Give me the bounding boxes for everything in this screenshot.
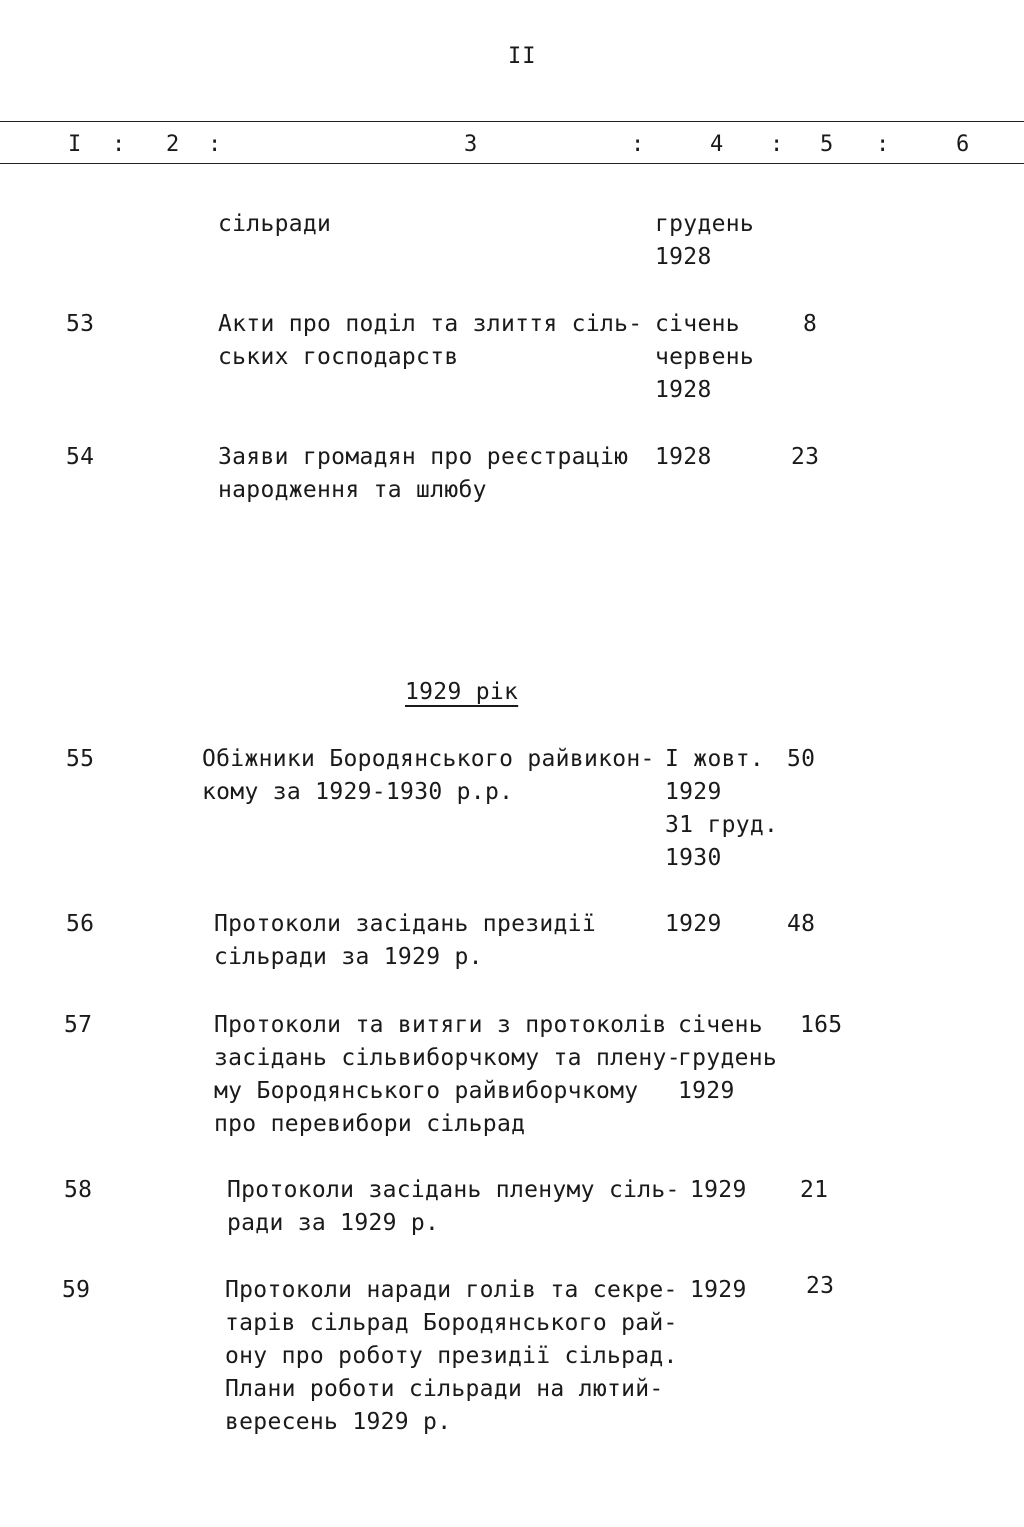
row-title: Протоколи та витяги з протоколів засідань сільвиборчкому та плену- му Бородянського райвиборчкому про перевибори сільрад [214, 1012, 681, 1137]
row-title: Акти про поділ та злиття сіль- ських господарств [218, 311, 643, 370]
row-title: Протоколи засідань пленуму сіль- ради за 1929 р. [227, 1177, 680, 1236]
row-number: 58 [64, 1177, 93, 1203]
page-number: II [508, 44, 537, 69]
row-dates: 1929 [690, 1277, 747, 1303]
row-number: 59 [62, 1277, 91, 1303]
row-dates: 1928 [655, 444, 712, 470]
row-number: 53 [66, 311, 95, 337]
row-dates: 1929 [690, 1177, 747, 1203]
header-col-2: 2 [166, 132, 180, 157]
row-dates: 1929 [665, 911, 722, 937]
row-sheets: 23 [791, 444, 820, 470]
header-separator: : [631, 132, 645, 157]
header-separator: : [876, 132, 890, 157]
header-separator: : [208, 132, 222, 157]
row-sheets: 23 [806, 1273, 835, 1299]
header-col-3: 3 [464, 132, 478, 157]
row-title: Протоколи засідань президії сільради за 1929 р. [214, 911, 596, 970]
row-number: 54 [66, 444, 95, 470]
table-header-top-rule [0, 121, 1024, 122]
row-sheets: 21 [800, 1177, 829, 1203]
header-col-5: 5 [820, 132, 834, 157]
row-title: сільради [218, 211, 332, 237]
header-separator: : [112, 132, 126, 157]
row-sheets: 165 [800, 1012, 843, 1038]
row-dates: січень грудень 1929 [678, 1012, 778, 1104]
table-header-bottom-rule [0, 163, 1024, 164]
header-col-4: 4 [710, 132, 724, 157]
row-sheets: 8 [803, 311, 818, 337]
row-dates: грудень 1928 [655, 211, 755, 270]
row-sheets: 50 [787, 746, 816, 772]
row-title: Обіжники Бородянського райвикон- кому за 1929-1930 р.р. [202, 746, 655, 805]
row-number: 56 [66, 911, 95, 937]
header-col-6: 6 [956, 132, 970, 157]
row-sheets: 48 [787, 911, 816, 937]
header-col-1: I [68, 132, 82, 157]
row-number: 57 [64, 1012, 93, 1038]
section-year-heading: 1929 рік [405, 679, 519, 705]
row-dates: I жовт. 1929 31 груд. 1930 [665, 746, 779, 871]
row-title: Заяви громадян про реєстрацію народження та шлюбу [218, 444, 629, 503]
row-dates: січень червень 1928 [655, 311, 755, 403]
row-title: Протоколи наради голів та секре- тарів сільрад Бородянського рай- ону про роботу президії сільрад. Плани роботи сільради на лютий- вересень 1929 р. [225, 1277, 678, 1435]
header-separator: : [770, 132, 784, 157]
row-number: 55 [66, 746, 95, 772]
